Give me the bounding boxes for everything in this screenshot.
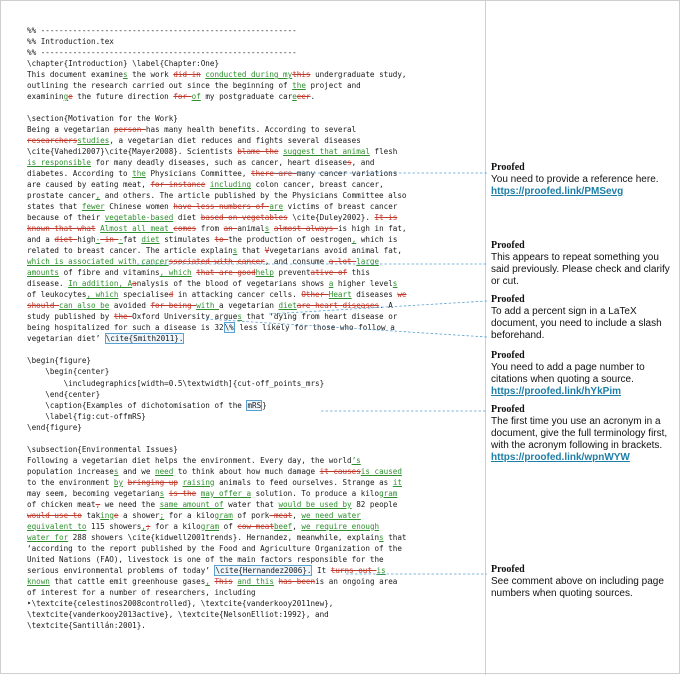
tex-line: [27, 378, 482, 389]
tex-text: which is: [356, 235, 398, 245]
tex-text: stimulates: [159, 235, 215, 245]
tracked-insertion[interactable]: ,: [141, 521, 146, 531]
tex-line: [27, 311, 482, 322]
tex-line: [27, 157, 482, 168]
tex-text: \caption{Examples of dichotomisation of the: [27, 400, 247, 410]
tracked-insertion[interactable]: gram: [379, 488, 398, 498]
tex-line: [27, 521, 482, 532]
tex-line: [27, 609, 482, 620]
tracked-deletion[interactable]: in: [100, 235, 119, 245]
tex-text: and a: [27, 235, 55, 245]
tex-text: high: [77, 235, 96, 245]
tracked-insertion[interactable]: which is associated with cancer: [27, 257, 169, 267]
tracked-deletion[interactable]: eer: [296, 92, 311, 102]
tracked-insertion[interactable]: e: [292, 92, 297, 102]
comment-body: See comment above on including page numbers when quoting sources.: [491, 576, 664, 599]
tex-text: undergraduate study,: [310, 70, 407, 80]
tex-line: [27, 36, 482, 47]
tex-text: of pork: [232, 510, 270, 520]
tex-line: [27, 355, 482, 366]
tracked-insertion[interactable]: a: [328, 279, 334, 289]
tracked-insertion[interactable]: ,: [351, 235, 357, 245]
tex-text: that ‘dying from heart disease or: [241, 312, 398, 322]
tex-line: [27, 620, 482, 631]
tex-line: [27, 344, 482, 355]
tracked-insertion[interactable]: s: [392, 279, 398, 289]
document-body: [27, 25, 482, 665]
tex-line: [27, 411, 482, 422]
tracked-insertion[interactable]: s: [232, 246, 238, 256]
tracked-insertion[interactable]: the: [132, 169, 146, 179]
tex-text: ,: [292, 510, 302, 520]
tex-text: 288 showers \cite{kidwell2001trends}. Hernandez, meanwhile, explain: [68, 532, 380, 542]
tracked-deletion[interactable]: for instance: [150, 180, 206, 190]
tex-text: \section{Motivation for the Work}: [27, 114, 178, 124]
tex-text: \textcite{vanderkooy2013active}, \textcite{NelsonElliot:1992}, and: [27, 609, 329, 619]
tracked-deletion[interactable]: it causes: [319, 466, 361, 476]
tex-line: [27, 333, 482, 344]
tracked-insertion[interactable]: can also be: [59, 301, 110, 311]
comment-link[interactable]: https://proofed.link/hYkPim: [491, 386, 622, 397]
tracked-insertion[interactable]: gram: [200, 521, 220, 531]
tex-line: [27, 488, 482, 499]
tex-line: [27, 444, 482, 455]
tracked-insertion[interactable]: including: [209, 180, 252, 190]
comment-title: Proofed: [491, 404, 525, 415]
tracked-deletion[interactable]: we: [397, 290, 407, 300]
tex-line: [27, 598, 482, 609]
tex-line: [27, 80, 482, 91]
tex-text: tak: [81, 510, 101, 520]
tracked-insertion[interactable]: fewer: [81, 202, 105, 212]
tex-text: Oxford University argue: [132, 312, 238, 322]
tex-line: [27, 587, 482, 598]
tracked-insertion[interactable]: may offer a: [200, 488, 252, 498]
tex-text: is high in fat,: [337, 224, 407, 234]
tex-text: from: [196, 224, 224, 234]
tex-line: [27, 113, 482, 124]
tex-text: \chapter{Introduction} \label{Chapter:One}: [27, 59, 220, 69]
comment-anchor[interactable]: \cite{Smith2011}.: [105, 334, 184, 344]
tex-line: [27, 267, 482, 278]
tracked-deletion[interactable]: almost always: [273, 224, 338, 234]
tracked-insertion[interactable]: conducted during my: [205, 70, 293, 80]
tracked-insertion[interactable]: g: [63, 92, 69, 102]
tracked-insertion[interactable]: vegetable-based: [104, 213, 174, 223]
tex-text: \end{center}: [27, 389, 101, 399]
tex-text: nalysis of the blood of vegetarians shows: [136, 279, 329, 289]
tex-line: [27, 135, 482, 146]
tex-line: [27, 455, 482, 466]
tex-line: [27, 510, 482, 521]
tracked-insertion[interactable]: studies: [77, 136, 110, 146]
tracked-deletion[interactable]: an: [223, 224, 238, 234]
tex-line: [27, 576, 482, 587]
tex-text: being hospitalized for such a disease is 32: [27, 323, 224, 333]
comment-1[interactable]: [491, 162, 677, 198]
tracked-insertion[interactable]: beef: [273, 521, 293, 531]
tex-text: the future direction: [72, 92, 174, 102]
tex-line: [27, 102, 482, 113]
tex-text: in attacking cancer cells.: [173, 290, 302, 300]
tex-text: \subsection{Environmental Issues}: [27, 444, 178, 454]
tex-line: [27, 466, 482, 477]
tracked-insertion[interactable]: is responsible: [27, 158, 92, 168]
tex-text: many cancer variations: [296, 169, 398, 179]
tracked-deletion[interactable]: bringing up: [127, 477, 178, 487]
tex-text: %% --------------------------------------------------------: [27, 26, 297, 35]
comment-anchor[interactable]: mRS: [247, 400, 262, 410]
tex-text: the work: [127, 70, 174, 80]
tex-text: , and consume: [264, 257, 329, 267]
tracked-insertion[interactable]: s: [237, 312, 242, 322]
tex-text: study published by: [27, 312, 114, 322]
tex-line: [27, 565, 482, 576]
tex-text: \cite{Vahedi2007}\cite{Mayer2008}. Scientists: [27, 147, 238, 157]
tex-text: \textcite{Santillán:2001}.: [27, 620, 146, 630]
tex-text: colon cancer, breast cancer,: [251, 180, 384, 190]
tex-text: are caused by eating meat,: [27, 180, 151, 190]
tracked-insertion[interactable]: -: [118, 235, 124, 245]
tex-text: \label{fig:cut-offmRS}: [27, 411, 146, 421]
tracked-insertion[interactable]: of: [191, 92, 201, 102]
tracked-deletion[interactable]: comes: [173, 224, 197, 234]
tex-line: [27, 245, 482, 256]
tex-text: and we: [118, 466, 156, 476]
tracked-insertion[interactable]: help: [255, 268, 274, 278]
tex-text: ‣\textcite{celestinos2008controlled}, \textcite{vanderkooy2011new},: [27, 598, 334, 608]
tex-line: [27, 499, 482, 510]
tex-text: . A: [379, 301, 393, 311]
tracked-deletion[interactable]: based on vegetables: [200, 213, 288, 223]
tracked-insertion[interactable]: -: [95, 235, 101, 245]
tex-text: and others. The article published by the Physicians Committee also: [100, 191, 407, 201]
tracked-insertion[interactable]: amounts: [27, 268, 60, 278]
tracked-deletion[interactable]: e: [113, 510, 119, 520]
tracked-insertion[interactable]: s: [113, 466, 119, 476]
tex-line: [27, 234, 482, 245]
tracked-insertion[interactable]: Heart: [328, 290, 352, 300]
tracked-deletion[interactable]: ssociated with cancer: [168, 257, 265, 267]
tracked-deletion[interactable]: for being: [150, 301, 197, 311]
comment-4[interactable]: [491, 350, 677, 398]
tex-text: for a kilo: [164, 510, 215, 520]
tex-text: \end{figure}: [27, 422, 82, 432]
comment-link[interactable]: https://proofed.link/wpnWYW: [491, 452, 630, 463]
tex-line: [27, 322, 482, 333]
tex-text: \begin{center}: [27, 367, 110, 377]
tex-text: outlining the research carried out since the beginning of: [27, 81, 293, 91]
tex-text: ‘according to the report published by the Food and Agriculture Organization of the: [27, 543, 402, 553]
tex-text: serious environmental problems of today’: [27, 565, 215, 575]
tracked-deletion[interactable]: d: [168, 290, 174, 300]
tex-text: .: [310, 92, 316, 102]
tex-text: that: [383, 532, 407, 542]
tracked-insertion[interactable]: and this: [237, 576, 274, 586]
comment-body: The first time you use an acronym in a document, give the full terminology first, with the acronym following in brackets.: [491, 416, 668, 451]
tracked-deletion[interactable]: e: [68, 92, 73, 102]
tracked-deletion[interactable]: -meat: [269, 510, 293, 520]
tex-text: of: [219, 521, 238, 531]
tex-text: to think about how much damage: [173, 466, 320, 476]
tex-text: Following a vegetarian diet helps the environment. Every day, the world: [27, 455, 352, 465]
tracked-deletion[interactable]: ,: [95, 499, 101, 509]
tracked-deletion[interactable]: that are good: [196, 268, 256, 278]
tracked-deletion[interactable]: to: [214, 235, 229, 245]
comment-link[interactable]: https://proofed.link/PMSevg: [491, 186, 624, 197]
tracked-insertion[interactable]: diet: [278, 301, 297, 311]
tex-text: %% --------------------------------------------------------: [27, 48, 297, 58]
tex-line: [27, 168, 482, 179]
tex-text: It: [312, 565, 331, 575]
tracked-deletion[interactable]: known that what: [27, 224, 96, 234]
tex-line: [27, 25, 482, 36]
tex-text: because of their: [27, 213, 105, 223]
comments-divider: [485, 1, 486, 675]
tracked-insertion[interactable]: s: [379, 532, 384, 542]
tracked-insertion[interactable]: same amount of: [159, 499, 224, 509]
tex-text: for a kilo: [150, 521, 201, 531]
comment-title: Proofed: [491, 294, 525, 305]
tex-text: This document examine: [27, 70, 124, 80]
tex-text: diet: [173, 213, 201, 223]
comment-title: Proofed: [491, 240, 525, 251]
tracked-deletion[interactable]: is the: [168, 488, 197, 498]
tracked-deletion[interactable]: ative of: [310, 268, 348, 278]
tracked-deletion[interactable]: have less numbers of: [173, 202, 270, 212]
tex-text: examinin: [27, 92, 64, 102]
tex-line: [27, 400, 482, 411]
tex-line: [27, 47, 482, 58]
tex-line: [27, 477, 482, 488]
tracked-insertion[interactable]: large: [356, 257, 380, 267]
tracked-insertion[interactable]: ing: [100, 510, 114, 520]
tracked-insertion[interactable]: need: [155, 466, 174, 476]
tracked-insertion[interactable]: known: [27, 576, 50, 586]
comment-6[interactable]: [491, 564, 677, 600]
tracked-insertion[interactable]: by: [113, 477, 124, 487]
tex-text: that cattle emit greenhouse gases: [49, 576, 206, 586]
tracked-insertion[interactable]: s: [159, 488, 165, 498]
tracked-deletion[interactable]: cow meat: [237, 521, 274, 531]
tex-line: [27, 278, 482, 289]
tex-text: Chinese women: [104, 202, 174, 212]
tex-line: [27, 543, 482, 554]
tex-text: prostate cancer: [27, 191, 96, 201]
tex-line: [27, 532, 482, 543]
tracked-insertion[interactable]: Almost all meat: [100, 224, 174, 234]
tex-text: related to breast cancer. The article explain: [27, 246, 233, 256]
tex-text: \includegraphics[width=0.5\textwidth]{cut-off_points_mrs}: [27, 378, 325, 388]
comment-2[interactable]: [491, 240, 677, 288]
tracked-insertion[interactable]: are: [269, 202, 284, 212]
tex-text: of chicken meat: [27, 499, 96, 509]
tex-text: prevent: [273, 268, 311, 278]
tex-text: to the environment: [27, 477, 114, 487]
tracked-insertion[interactable]: we need water: [301, 510, 361, 520]
tex-text: my postgraduate car: [200, 92, 293, 102]
tex-line: [27, 190, 482, 201]
tex-text: avoided: [109, 301, 151, 311]
tex-text: specialise: [118, 290, 169, 300]
tracked-insertion[interactable]: s: [264, 224, 270, 234]
tracked-deletion[interactable]: did in: [173, 70, 201, 80]
tex-text: , and: [351, 158, 375, 168]
tex-text: of interest for a number of researchers, including: [27, 587, 256, 597]
tracked-deletion[interactable]: for: [173, 92, 192, 102]
tex-line: [27, 146, 482, 157]
tex-text: project and: [305, 81, 361, 91]
tracked-deletion[interactable]: ;: [145, 521, 151, 531]
tex-text: \cite{Duley2002}.: [287, 213, 375, 223]
tracked-insertion[interactable]: ;: [159, 510, 165, 520]
tex-text: , a vegetarian diet reduces and fights several diseases: [109, 136, 361, 146]
tracked-deletion[interactable]: turns out: [330, 565, 377, 575]
tex-text: }: [262, 400, 267, 410]
tracked-deletion[interactable]: this: [292, 70, 311, 80]
tex-line: [27, 422, 482, 433]
tex-text: population increase: [27, 466, 114, 476]
tracked-insertion[interactable]: with: [196, 301, 220, 311]
tracked-insertion[interactable]: suggest that animal: [283, 147, 370, 157]
tracked-deletion[interactable]: Other: [301, 290, 329, 300]
tracked-insertion[interactable]: raising: [182, 477, 215, 487]
tex-line: [27, 289, 482, 300]
tracked-insertion[interactable]: s: [123, 70, 128, 80]
tracked-insertion[interactable]: , which: [159, 268, 192, 278]
tex-text: vegetarian diet’: [27, 334, 105, 344]
tracked-insertion[interactable]: equivalent to: [27, 521, 87, 531]
tex-text: water that: [223, 499, 279, 509]
tracked-insertion[interactable]: ’s: [351, 455, 361, 465]
comment-title: Proofed: [491, 564, 525, 575]
tex-text: ,: [292, 521, 302, 531]
tex-text: diabetes. According to: [27, 169, 133, 179]
tex-text: we need the: [100, 499, 160, 509]
comment-anchor[interactable]: \cite{Hernandez2006}.: [215, 565, 312, 575]
tracked-deletion[interactable]: a: [132, 279, 137, 289]
tex-line: [27, 300, 482, 311]
tex-line: [27, 389, 482, 400]
tex-line: [27, 212, 482, 223]
comment-title: Proofed: [491, 162, 525, 173]
tex-text: has many health benefits. According to several: [145, 125, 357, 135]
tracked-insertion[interactable]: is: [376, 565, 386, 575]
tracked-insertion[interactable]: is caused: [360, 466, 402, 476]
tracked-insertion[interactable]: water for: [27, 532, 69, 542]
tex-text: United Nations (FAO), livestock is one of the main factors responsible for the: [27, 554, 384, 564]
tracked-insertion[interactable]: the: [292, 81, 306, 91]
tracked-deletion[interactable]: are heart diseases: [296, 301, 380, 311]
tex-line: [27, 554, 482, 565]
comment-title: Proofed: [491, 350, 525, 361]
tracked-insertion[interactable]: would be used by: [278, 499, 352, 509]
tex-text: this: [347, 268, 370, 278]
tex-line: [27, 58, 482, 69]
tex-text: 82 people: [351, 499, 398, 509]
tracked-deletion[interactable]: V: [264, 246, 270, 256]
tex-text: of leukocytes: [27, 290, 87, 300]
tex-text: disease.: [27, 279, 69, 289]
tex-text: animals to feed ourselves. Strange as: [214, 477, 393, 487]
tex-text: for many deadly diseases, such as cancer, heart disease: [91, 158, 348, 168]
tracked-insertion[interactable]: In addition, A: [68, 279, 133, 289]
tex-line: [27, 91, 482, 102]
tex-text: flesh: [369, 147, 398, 157]
tracked-deletion[interactable]: the: [113, 312, 133, 322]
tex-text: that: [237, 246, 265, 256]
tracked-insertion[interactable]: ,: [95, 191, 101, 201]
comment-body: To add a percent sign in a LaTeX document, you need to include a slash beforehand.: [491, 306, 662, 341]
tex-text: %% Introduction.tex: [27, 37, 114, 47]
tex-text: may seem, becoming vegetarian: [27, 488, 160, 498]
tracked-deletion[interactable]: has been: [278, 576, 316, 586]
tracked-deletion[interactable]: a lot: [328, 257, 357, 267]
tracked-deletion[interactable]: s: [347, 158, 352, 168]
tex-text: vegetarians avoid animal fat,: [269, 246, 402, 256]
tex-text: less likely for those who follow a: [234, 323, 395, 333]
tex-text: 115 showers: [86, 521, 142, 531]
tex-line: [27, 256, 482, 267]
tracked-insertion[interactable]: gram: [214, 510, 233, 520]
comment-3[interactable]: [491, 294, 677, 342]
tracked-deletion[interactable]: person: [113, 125, 146, 135]
tracked-deletion[interactable]: diet: [54, 235, 78, 245]
tracked-deletion[interactable]: researchers: [27, 136, 78, 146]
tex-text: is an ongoing area: [315, 576, 398, 586]
comment-body: You need to provide a reference here.: [491, 174, 659, 185]
tex-line: [27, 223, 482, 234]
tex-text: a shower: [118, 510, 160, 520]
tracked-insertion[interactable]: diet: [141, 235, 160, 245]
tex-line: [27, 124, 482, 135]
tex-text: Physicians Committee,: [145, 169, 252, 179]
tracked-deletion[interactable]: there are: [251, 169, 297, 179]
tex-text: the production of oestrogen: [228, 235, 352, 245]
tex-line: [27, 69, 482, 80]
tracked-deletion[interactable]: would use to: [27, 510, 82, 520]
tracked-insertion[interactable]: ,: [205, 576, 210, 586]
tex-text: higher level: [333, 279, 393, 289]
comment-body: You need to add a page number to citations when quoting a source.: [491, 362, 645, 385]
tracked-deletion[interactable]: This: [214, 576, 233, 586]
tex-text: a vegetarian: [219, 301, 279, 311]
tex-text: Being a vegetarian: [27, 125, 114, 135]
tex-line: [27, 433, 482, 444]
tex-text: animal: [237, 224, 265, 234]
tex-line: [27, 179, 482, 190]
tex-text: \begin{figure}: [27, 356, 92, 366]
tex-text: solution. To produce a kilo: [251, 488, 380, 498]
tex-line: [27, 366, 482, 377]
tracked-deletion[interactable]: should: [27, 301, 60, 311]
comment-body: This appears to repeat something you said previously. Please check and clarify or cut.: [491, 252, 670, 287]
tex-line: [27, 201, 482, 212]
tracked-insertion[interactable]: , which: [86, 290, 119, 300]
tracked-insertion[interactable]: it: [392, 477, 402, 487]
tex-text: fat: [123, 235, 142, 245]
tracked-insertion[interactable]: we require enough: [301, 521, 380, 531]
tex-text: states that: [27, 202, 82, 212]
tracked-deletion[interactable]: blame the: [237, 147, 279, 157]
tex-text: diseases: [351, 290, 398, 300]
comment-5[interactable]: [491, 404, 677, 464]
tex-text: victims of breast cancer: [283, 202, 398, 212]
tracked-deletion[interactable]: It is: [374, 213, 398, 223]
comment-anchor[interactable]: \%: [224, 323, 234, 333]
tex-text: of fibre and vitamins: [59, 268, 160, 278]
